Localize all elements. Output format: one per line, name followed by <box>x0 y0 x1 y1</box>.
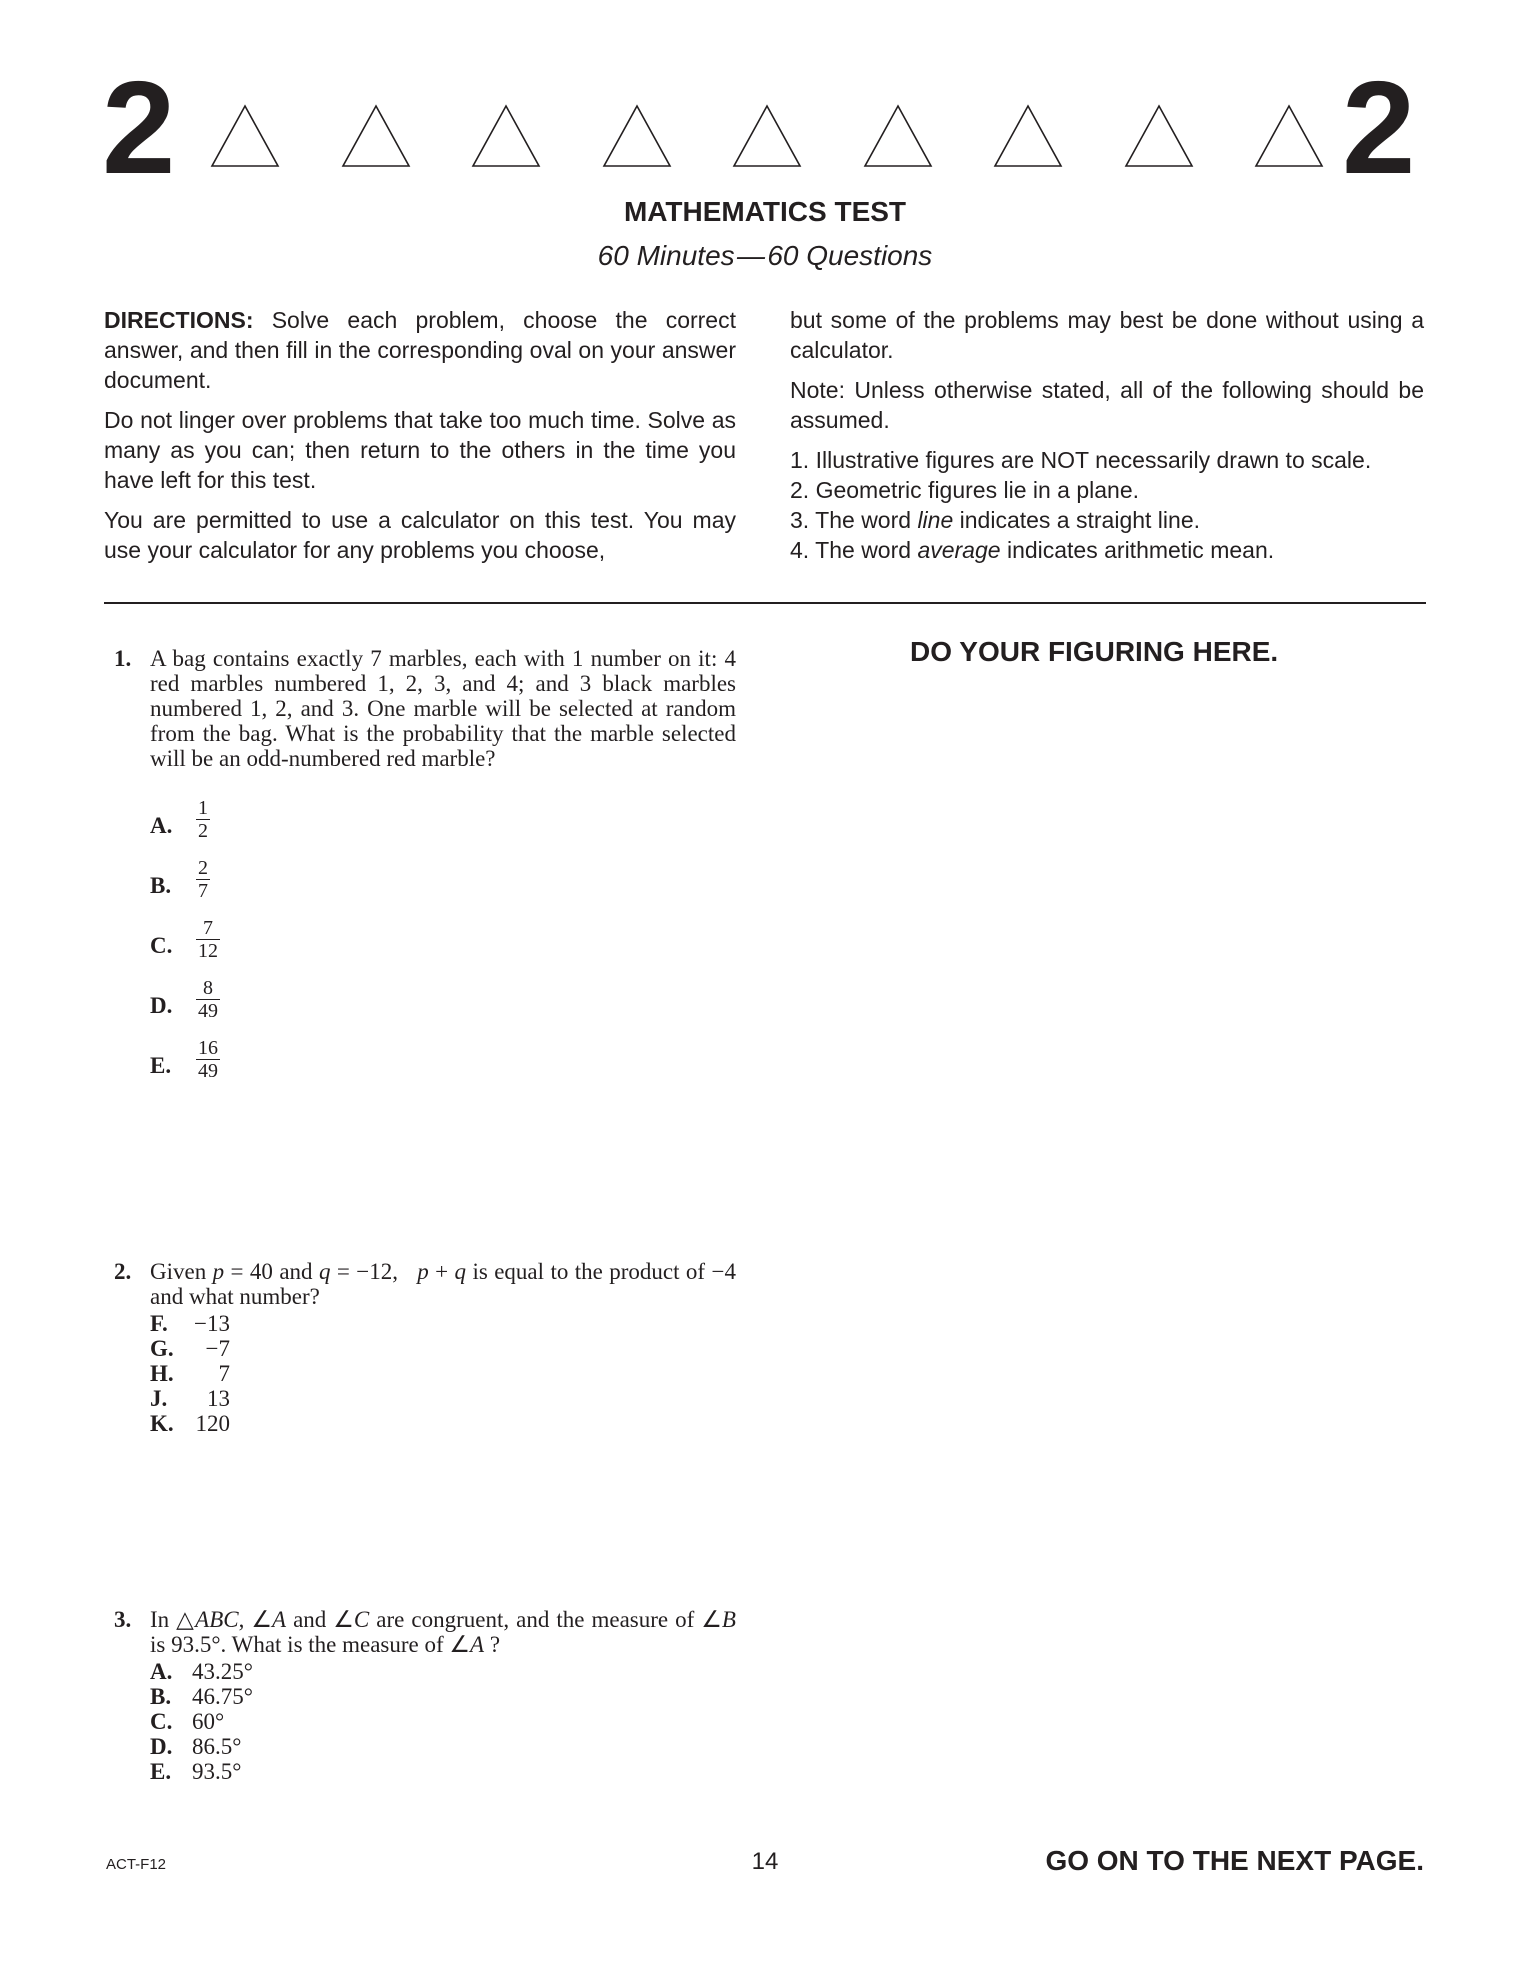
answer-option-b[interactable] <box>150 857 736 917</box>
directions-text-1: Solve each problem, choose the correct answer, and then fill in the corresponding oval on your answer document. <box>104 307 736 393</box>
page-title: MATHEMATICS TEST <box>623 196 907 227</box>
directions-note: Note: Unless otherwise stated, all of the following should be assumed. <box>790 377 1424 433</box>
option-letter: E. <box>150 1053 172 1078</box>
assumption-item: 4. The word average indicates arithmetic mean. <box>790 537 1275 563</box>
assumption-item: 1. Illustrative figures are NOT necessarily drawn to scale. <box>790 447 1372 473</box>
triangle-icon <box>210 104 280 168</box>
answer-option-j[interactable]: J. 13 <box>150 1386 230 1411</box>
answer-option-a[interactable]: A. 43.25° <box>150 1659 253 1684</box>
question-number: 1. <box>114 646 132 671</box>
fraction: 2 7 <box>198 857 208 902</box>
figuring-label: DO YOUR FIGURING HERE. <box>910 636 1279 667</box>
question-1 <box>104 646 736 1097</box>
directions-right-column <box>790 305 1424 565</box>
answer-option-b[interactable]: B. 46.75° <box>150 1684 253 1709</box>
answer-option-c[interactable] <box>150 917 736 977</box>
section-number-left: 2 <box>102 54 176 201</box>
answer-options <box>150 1659 736 1784</box>
triangle-icon <box>602 104 672 168</box>
option-letter: C. <box>150 933 173 958</box>
option-letter: D. <box>150 993 173 1018</box>
triangle-icon <box>1124 104 1194 168</box>
assumption-item: 2. Geometric figures lie in a plane. <box>790 477 1140 503</box>
answer-options <box>150 1311 736 1436</box>
directions-label: DIRECTIONS: <box>104 307 254 333</box>
answer-options <box>150 797 736 1097</box>
directions-left-column <box>104 305 736 575</box>
directions-paragraph-3: You are permitted to use a calculator on this test. You may use your calculator for any problems you choose, <box>104 507 736 563</box>
triangle-icon <box>863 104 933 168</box>
page-number: 14 <box>751 1848 779 1875</box>
directions-paragraph-1 <box>104 305 736 395</box>
answer-option-c[interactable]: C. 60° <box>150 1709 225 1734</box>
triangle-icon <box>1254 104 1324 168</box>
option-letter: A. <box>150 813 173 838</box>
assumption-item: 3. The word line indicates a straight line. <box>790 507 1200 533</box>
triangle-icon <box>993 104 1063 168</box>
assumptions-list <box>790 445 1424 565</box>
directions-paragraph-2: Do not linger over problems that take too much time. Solve as many as you can; then return to the others in the time you have left for this test. <box>104 407 736 493</box>
answer-option-d[interactable] <box>150 977 736 1037</box>
answer-option-g[interactable]: G. −7 <box>150 1336 230 1361</box>
question-number: 3. <box>114 1607 132 1632</box>
answer-option-e[interactable] <box>150 1037 736 1097</box>
directions-paragraph-4: but some of the problems may best be done without using a calculator. <box>790 307 1424 363</box>
triangle-icon <box>732 104 802 168</box>
answer-option-e[interactable]: E. 93.5° <box>150 1759 242 1784</box>
answer-option-f[interactable]: F. −13 <box>150 1311 230 1336</box>
fraction: 7 12 <box>198 917 218 962</box>
question-text: A bag contains exactly 7 marbles, each with 1 number on it: 4 red marbles numbered 1, 2, 3, and 4; and 3 black marbles numbered 1, 2, and 3. One marble will be selected at random from the bag. What is the probability that the marble selected will be an odd-numbered red marble? <box>150 646 736 771</box>
answer-option-d[interactable]: D. 86.5° <box>150 1734 242 1759</box>
question-text: Given p = 40 and q = −12, p + q is equal to the product of −4 and what number? <box>150 1259 736 1309</box>
form-code: ACT-F12 <box>106 1856 167 1873</box>
question-2 <box>104 1259 736 1436</box>
answer-option-h[interactable]: H. 7 <box>150 1361 230 1386</box>
answer-option-a[interactable] <box>150 797 736 857</box>
section-number-right: 2 <box>1342 54 1416 201</box>
fraction: 8 49 <box>198 977 218 1022</box>
fraction: 1 2 <box>198 797 208 842</box>
question-3 <box>104 1607 736 1784</box>
question-text: In △ABC, ∠A and ∠C are congruent, and the measure of ∠B is 93.5°. What is the measure of ∠A ? <box>150 1607 736 1657</box>
triangle-icon <box>471 104 541 168</box>
answer-option-k[interactable]: K. 120 <box>150 1411 230 1436</box>
page-subtitle: 60 Minutes — 60 Questions <box>597 240 933 271</box>
fraction: 16 49 <box>198 1037 218 1082</box>
section-divider-rule <box>104 602 1426 604</box>
option-letter: B. <box>150 873 172 898</box>
triangle-icon <box>341 104 411 168</box>
question-number: 2. <box>114 1259 132 1284</box>
next-page-notice: GO ON TO THE NEXT PAGE. <box>1045 1845 1424 1876</box>
